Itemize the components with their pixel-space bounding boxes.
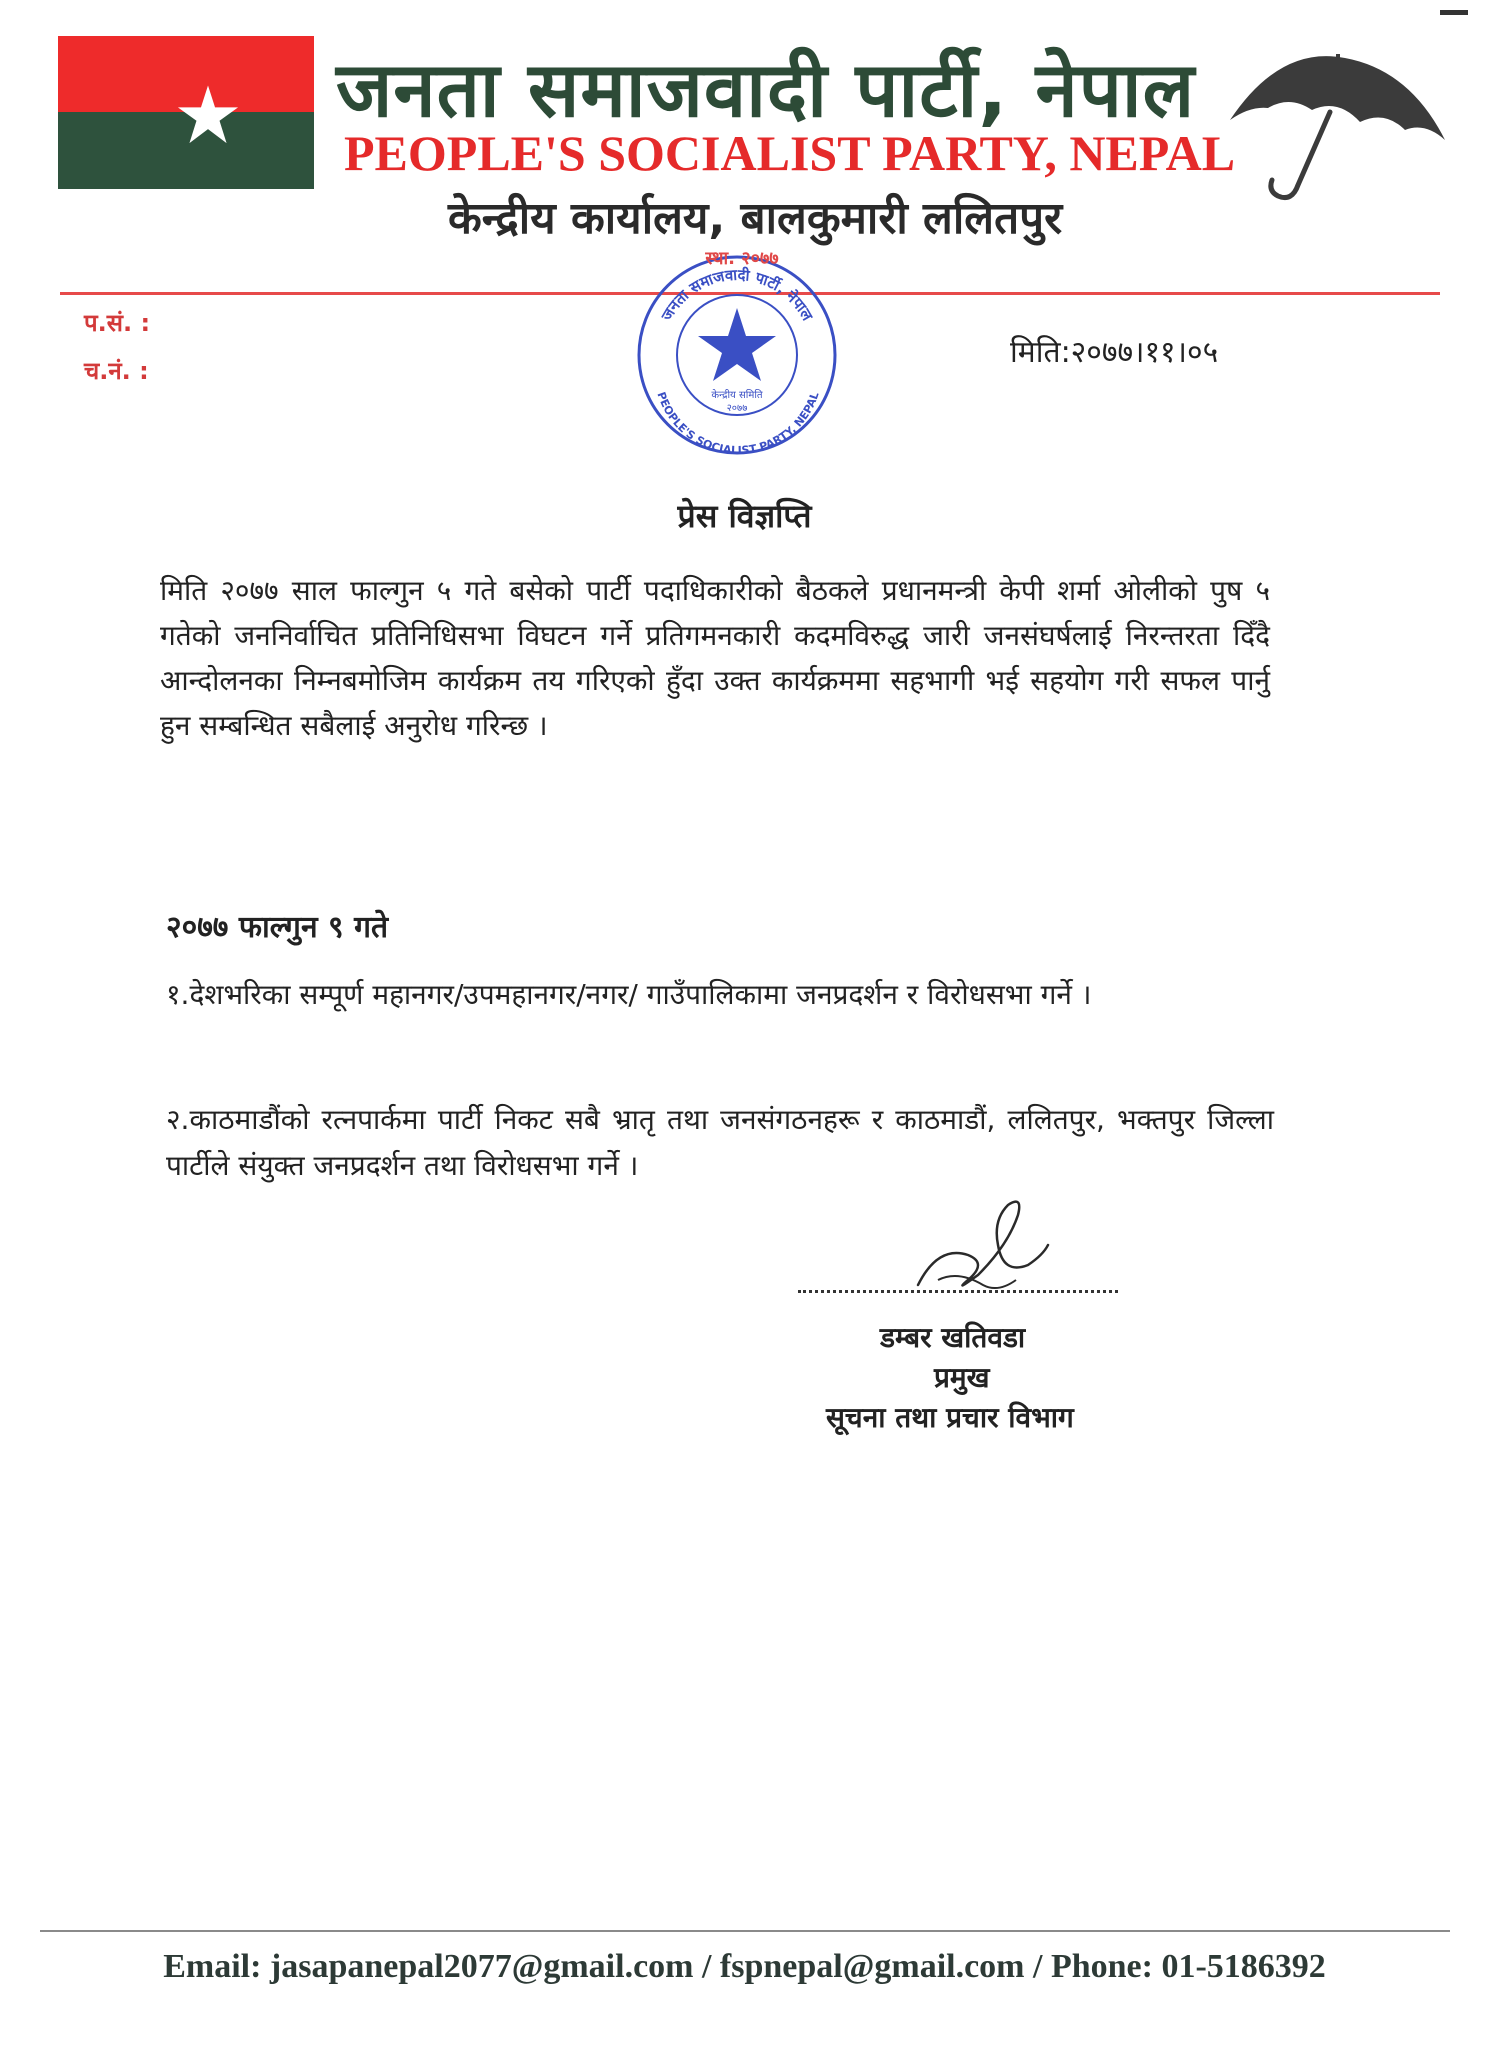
program-date-heading: २०७७ फाल्गुन ९ गते bbox=[166, 910, 389, 945]
party-seal-stamp bbox=[632, 250, 842, 460]
press-release-title: प्रेस विज्ञप्ति bbox=[677, 497, 812, 535]
star-icon bbox=[176, 83, 240, 147]
letter-date: मिति:२०७७।११।०५ bbox=[1010, 335, 1219, 370]
dispatch-number-label: च.नं. : bbox=[84, 357, 149, 385]
svg-text:२०७७: २०७७ bbox=[726, 403, 748, 414]
signature-line bbox=[798, 1290, 1118, 1293]
footer-divider bbox=[40, 1930, 1450, 1932]
program-item: १.देशभरिका सम्पूर्ण महानगर/उपमहानगर/नगर/ गाउँपालिकामा जनप्रदर्शन र विरोधसभा गर्ने । bbox=[166, 978, 1092, 1011]
reference-number-label: प.सं. : bbox=[84, 309, 151, 337]
svg-text:जनता समाजवादी पार्टी, नेपाल: जनता समाजवादी पार्टी, नेपाल bbox=[657, 265, 817, 324]
signatory-name: डम्बर खतिवडा bbox=[880, 1321, 1026, 1354]
svg-text:PEOPLE'S SOCIALIST PARTY, NEPA: PEOPLE'S SOCIALIST PARTY, NEPAL bbox=[654, 390, 822, 458]
corner-mark bbox=[1440, 10, 1468, 15]
party-flag bbox=[58, 36, 314, 189]
footer-contact: Email: jasapanepal2077@gmail.com / fspnepal@gmail.com / Phone: 01-5186392 bbox=[163, 1948, 1326, 1985]
handwritten-signature bbox=[898, 1185, 1058, 1305]
body-paragraph: मिति २०७७ साल फाल्गुन ५ गते बसेको पार्टी पदाधिकारीको बैठकले प्रधानमन्त्री केपी शर्मा ओलीको पुष ५ गतेको जननिर्वाचित प्रतिनिधिसभा विघटन गर्ने प्रतिगमनकारी कदमविरुद्ध जारी जनसंघर्षलाई निरन्तरता दिँदै आन्दोलनका निम्नबमोजिम कार्यक्रम तय गरिएको हुँदा उक्त कार्यक्रममा सहभागी भई सहयोग गरी सफल पार्नु हुन सम्बन्धित सबैलाई अनुरोध गरिन्छ । bbox=[160, 574, 1270, 742]
umbrella-icon bbox=[1220, 50, 1450, 210]
svg-text:केन्द्रीय समिति: केन्द्रीय समिति bbox=[711, 390, 763, 401]
signatory-role: प्रमुख bbox=[934, 1361, 990, 1394]
program-item: २.काठमाडौंको रत्नपार्कमा पार्टी निकट सबै भ्रातृ तथा जनसंगठनहरू र काठमाडौं, ललितपुर, भक्तपुर जिल्ला पार्टीले संयुक्त जनप्रदर्शन तथा विरोधसभा गर्ने । bbox=[166, 1103, 1274, 1182]
signatory-department: सूचना तथा प्रचार विभाग bbox=[826, 1401, 1074, 1434]
svg-text:स्था. २०७७: स्था. २०७७ bbox=[705, 250, 779, 269]
party-name-nepali: जनता समाजवादी पार्टी, नेपाल bbox=[336, 45, 1196, 134]
party-name-english: PEOPLE'S SOCIALIST PARTY, NEPAL bbox=[344, 125, 1236, 181]
office-address: केन्द्रीय कार्यालय, बालकुमारी ललितपुर bbox=[448, 193, 1063, 244]
